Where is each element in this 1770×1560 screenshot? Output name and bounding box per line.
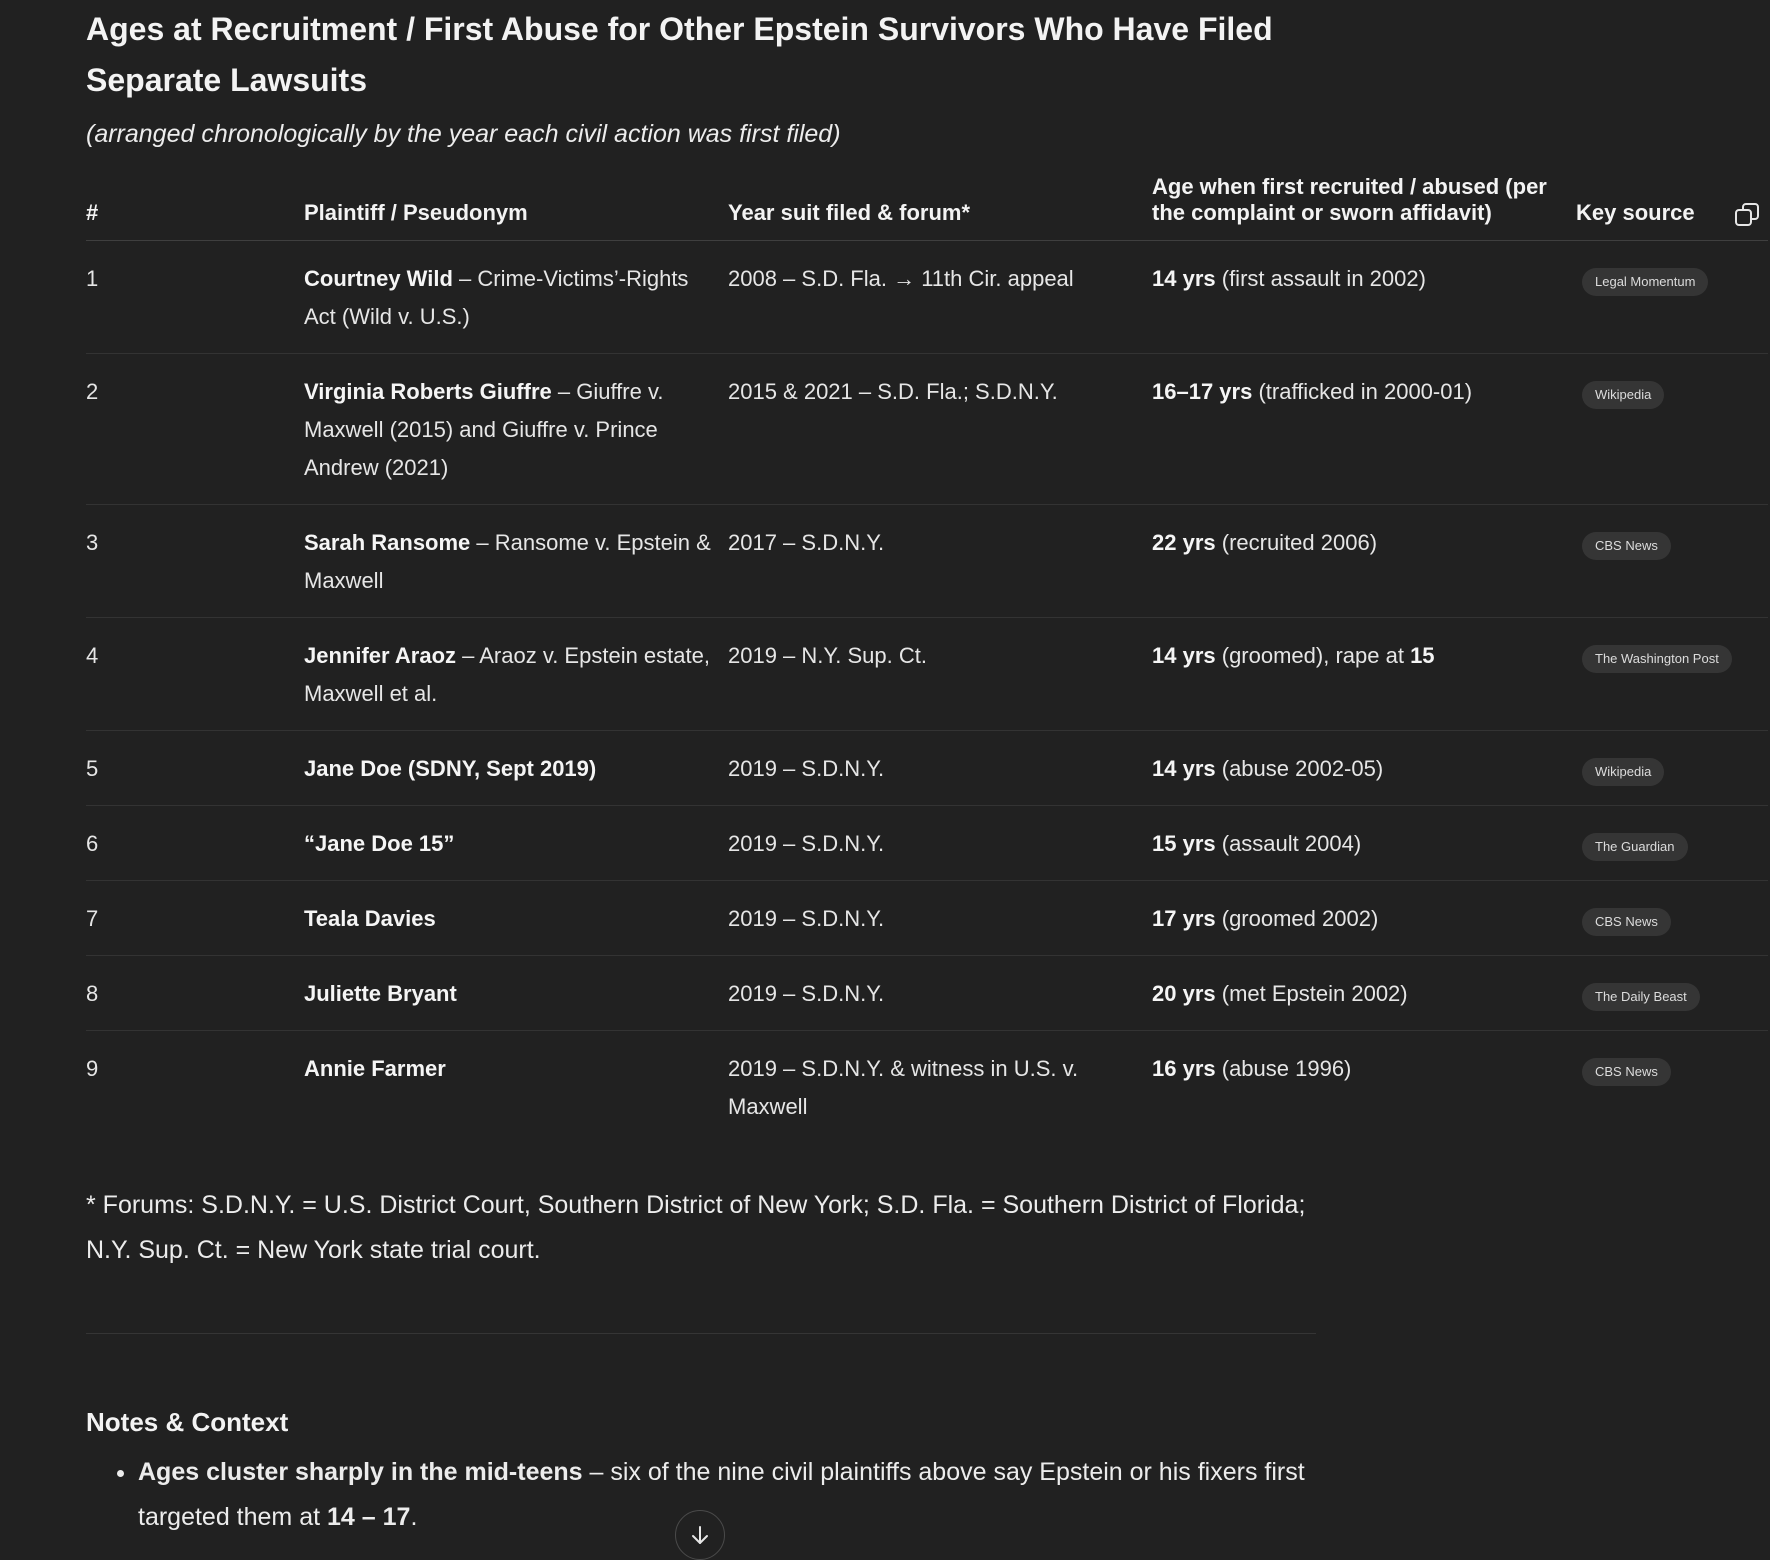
age-extra: 15 bbox=[1410, 643, 1435, 668]
table-row bbox=[86, 241, 1768, 354]
plaintiff-name: Virginia Roberts Giuffre bbox=[304, 379, 552, 404]
header-num: # bbox=[86, 174, 304, 241]
source-cell bbox=[1576, 505, 1768, 618]
subtitle: (arranged chronologically by the year each civil action was first filed) bbox=[86, 120, 841, 148]
source-pill[interactable]: Legal Momentum bbox=[1582, 268, 1708, 296]
case-name: – Araoz v. Epstein estate, Maxwell et al. bbox=[304, 643, 710, 706]
age-note: (first assault in 2002) bbox=[1215, 266, 1426, 291]
source-cell bbox=[1576, 354, 1768, 505]
age-cell bbox=[1152, 241, 1576, 354]
table-row bbox=[86, 956, 1768, 1031]
source-cell bbox=[1576, 881, 1768, 956]
age-value: 16 yrs bbox=[1152, 1056, 1216, 1081]
table-row bbox=[86, 618, 1768, 731]
year-forum: 2019 – S.D.N.Y. bbox=[728, 956, 1152, 1031]
plaintiff-cell bbox=[304, 241, 728, 354]
header-age: Age when first recruited / abused (per the complaint or sworn affidavit) bbox=[1152, 174, 1576, 241]
table-header-row bbox=[86, 174, 1768, 241]
year-forum: 2019 – N.Y. Sup. Ct. bbox=[728, 618, 1152, 731]
age-value: 14 yrs bbox=[1152, 266, 1216, 291]
table-row bbox=[86, 354, 1768, 505]
plaintiff-cell bbox=[304, 618, 728, 731]
header-source bbox=[1576, 174, 1768, 241]
row-num: 1 bbox=[86, 241, 304, 354]
source-pill[interactable]: The Guardian bbox=[1582, 833, 1688, 861]
table-row bbox=[86, 881, 1768, 956]
case-name: – Crime-Victims’-Rights Act (Wild v. U.S.) bbox=[304, 266, 689, 329]
source-cell bbox=[1576, 806, 1768, 881]
source-pill[interactable]: Wikipedia bbox=[1582, 758, 1664, 786]
source-cell bbox=[1576, 1031, 1768, 1144]
source-pill[interactable]: CBS News bbox=[1582, 1058, 1671, 1086]
age-note: (groomed 2002) bbox=[1215, 906, 1379, 931]
plaintiff-name: Courtney Wild bbox=[304, 266, 453, 291]
plaintiff-cell bbox=[304, 806, 728, 881]
age-cell bbox=[1152, 956, 1576, 1031]
note-bold-range: 14 – 17 bbox=[327, 1503, 411, 1531]
year-forum: 2019 – S.D.N.Y. bbox=[728, 881, 1152, 956]
year-forum: 2019 – S.D.N.Y. bbox=[728, 806, 1152, 881]
age-cell bbox=[1152, 731, 1576, 806]
note-end: . bbox=[410, 1503, 418, 1531]
header-plaintiff: Plaintiff / Pseudonym bbox=[304, 174, 728, 241]
age-value: 15 yrs bbox=[1152, 831, 1216, 856]
table-row bbox=[86, 806, 1768, 881]
year-forum: 2019 – S.D.N.Y. & witness in U.S. v. Maxwell bbox=[728, 1056, 1079, 1119]
row-num: 2 bbox=[86, 354, 304, 505]
age-value: 17 yrs bbox=[1152, 906, 1216, 931]
plaintiff-cell bbox=[304, 505, 728, 618]
plaintiff-name: Juliette Bryant bbox=[304, 981, 457, 1006]
age-cell bbox=[1152, 806, 1576, 881]
source-pill[interactable]: CBS News bbox=[1582, 532, 1671, 560]
age-value: 16–17 yrs bbox=[1152, 379, 1253, 404]
age-note: (met Epstein 2002) bbox=[1215, 981, 1408, 1006]
age-note: (abuse 1996) bbox=[1215, 1056, 1352, 1081]
plaintiff-name: Teala Davies bbox=[304, 906, 436, 931]
row-num: 8 bbox=[86, 956, 304, 1031]
case-name: – Giuffre v. Maxwell (2015) and Giuffre v. Prince Andrew (2021) bbox=[304, 379, 664, 480]
source-pill[interactable]: The Washington Post bbox=[1582, 645, 1732, 673]
age-note: (assault 2004) bbox=[1215, 831, 1362, 856]
arrow-down-icon bbox=[689, 1524, 711, 1546]
source-cell bbox=[1576, 956, 1768, 1031]
row-num: 7 bbox=[86, 881, 304, 956]
row-num: 5 bbox=[86, 731, 304, 806]
notes-list bbox=[86, 1450, 1726, 1540]
notes-heading: Notes & Context bbox=[86, 1407, 289, 1437]
scroll-down-button[interactable] bbox=[675, 1510, 725, 1560]
age-cell bbox=[1152, 1031, 1576, 1144]
plaintiff-name: Jennifer Araoz bbox=[304, 643, 457, 668]
age-note: (abuse 2002-05) bbox=[1215, 756, 1384, 781]
age-value: 14 yrs bbox=[1152, 643, 1216, 668]
copy-icon[interactable] bbox=[1734, 202, 1760, 228]
source-cell bbox=[1576, 618, 1768, 731]
page-title: Ages at Recruitment / First Abuse for Other Epstein Survivors Who Have Filed Separate Lawsuits bbox=[86, 11, 1273, 98]
footnote: * Forums: S.D.N.Y. = U.S. District Court, Southern District of New York; S.D. Fla. = Southern District of Florida; N.Y. Sup. Ct. = New York state trial court. bbox=[86, 1191, 1306, 1264]
age-value: 20 yrs bbox=[1152, 981, 1216, 1006]
table-body bbox=[86, 241, 1768, 1144]
plaintiff-cell bbox=[304, 956, 728, 1031]
year-forum: 2008 – S.D. Fla. → 11th Cir. appeal bbox=[728, 241, 1152, 354]
table-row bbox=[86, 1031, 1768, 1144]
age-note: (recruited 2006) bbox=[1215, 530, 1378, 555]
source-cell bbox=[1576, 731, 1768, 806]
plaintiff-name: “Jane Doe 15” bbox=[304, 831, 455, 856]
year-forum: 2015 & 2021 – S.D. Fla.; S.D.N.Y. bbox=[728, 354, 1152, 505]
source-pill[interactable]: Wikipedia bbox=[1582, 381, 1664, 409]
age-value: 22 yrs bbox=[1152, 530, 1216, 555]
plaintiff-cell bbox=[304, 731, 728, 806]
divider bbox=[86, 1333, 1316, 1334]
plaintiff-name: Sarah Ransome bbox=[304, 530, 471, 555]
table-row bbox=[86, 505, 1768, 618]
lawsuits-table bbox=[86, 174, 1768, 1143]
table-row bbox=[86, 731, 1768, 806]
age-cell bbox=[1152, 505, 1576, 618]
source-pill[interactable]: The Daily Beast bbox=[1582, 983, 1700, 1011]
age-cell bbox=[1152, 881, 1576, 956]
note-item bbox=[138, 1450, 1378, 1540]
row-num: 3 bbox=[86, 505, 304, 618]
case-name: – Ransome v. Epstein & Maxwell bbox=[304, 530, 711, 593]
message-content bbox=[86, 0, 1726, 1540]
source-cell bbox=[1576, 241, 1768, 354]
year-forum: 2017 – S.D.N.Y. bbox=[728, 505, 1152, 618]
age-cell bbox=[1152, 354, 1576, 505]
plaintiff-name: Annie Farmer bbox=[304, 1056, 446, 1081]
row-num: 4 bbox=[86, 618, 304, 731]
plaintiff-cell bbox=[304, 881, 728, 956]
plaintiff-cell bbox=[304, 1031, 728, 1144]
plaintiff-cell bbox=[304, 354, 728, 505]
plaintiff-name: Jane Doe (SDNY, Sept 2019) bbox=[304, 756, 597, 781]
age-note: (groomed), rape at bbox=[1215, 643, 1411, 668]
age-note: (trafficked in 2000-01) bbox=[1252, 379, 1473, 404]
age-value: 14 yrs bbox=[1152, 756, 1216, 781]
year-forum: 2019 – S.D.N.Y. bbox=[728, 731, 1152, 806]
source-pill[interactable]: CBS News bbox=[1582, 908, 1671, 936]
row-num: 6 bbox=[86, 806, 304, 881]
note-bold: Ages cluster sharply in the mid-teens bbox=[138, 1458, 583, 1486]
header-year: Year suit filed & forum* bbox=[728, 174, 1152, 241]
header-source-label: Key source bbox=[1576, 200, 1695, 225]
note-text: – six of the nine civil plaintiffs above say Epstein or his fixers first targeted them at bbox=[138, 1458, 1305, 1531]
row-num: 9 bbox=[86, 1056, 99, 1081]
age-cell bbox=[1152, 618, 1576, 731]
